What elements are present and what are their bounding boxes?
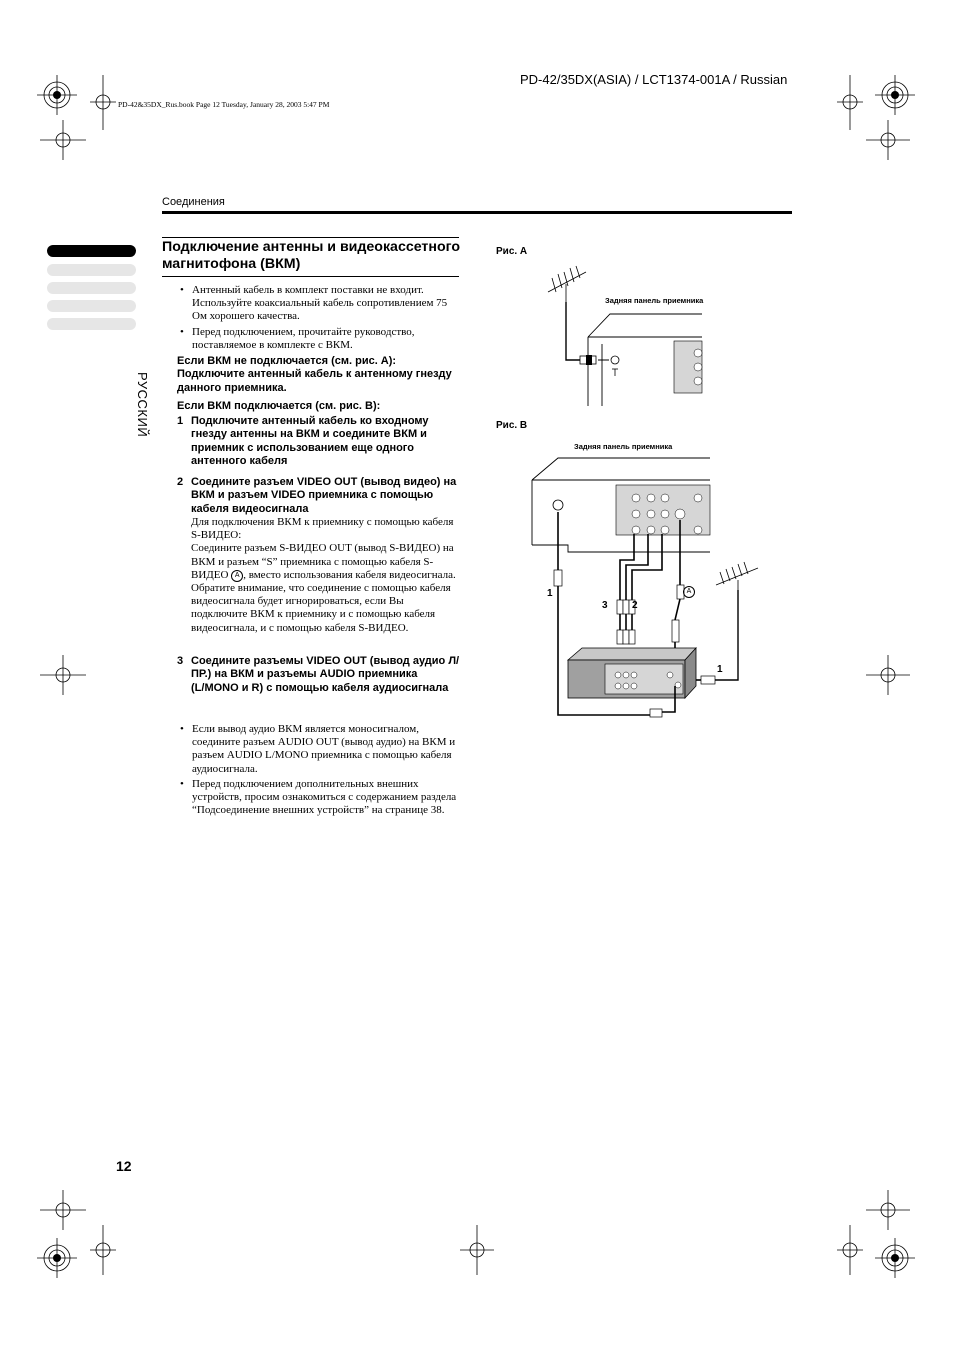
rca-jack-icon — [694, 526, 702, 534]
rca-jack-icon — [661, 494, 669, 502]
no-vcr-heading: Если ВКМ не подключается (см. рис. A): — [177, 355, 397, 367]
step-body-line — [191, 542, 462, 582]
model-code: PD-42/35DX(ASIA) / LCT1374-001A / Russian — [520, 72, 788, 87]
step-body-line: Обратите внимание, что соединение с помощью кабеля видеосигнала будет игнорироваться, если Вы подключите ВКМ к приемнику и с помощью кабеля видеосигнала, и с помощью кабеля S-ВИДЕО. — [191, 581, 451, 634]
coax-plug — [650, 709, 662, 717]
antenna-input-jack-icon — [611, 356, 619, 364]
marker-a-icon: A — [683, 586, 695, 598]
step-number: 1 — [177, 415, 184, 427]
page-number: 12 — [116, 1158, 132, 1174]
book-info-line: PD-42&35DX_Rus.book Page 12 Tuesday, January 28, 2003 5:47 PM — [118, 100, 330, 109]
list-item: • Перед подключением дополнительных внешних устройств, просим ознакомиться с содержанием раздела “Подсоединение внешних устройств” на странице 38. — [178, 778, 463, 818]
list-item: • Перед подключением, прочитайте руководство, поставляемое в комплекте с ВКМ. — [178, 326, 463, 352]
title-rule-bottom — [162, 276, 459, 277]
section-rule — [162, 211, 792, 214]
rca-jack-icon — [632, 494, 640, 502]
rca-jack-icon — [632, 526, 640, 534]
callout-a — [683, 581, 695, 599]
step-2 — [177, 476, 462, 635]
list-item: • Антенный кабель в комплект поставки не входит. Используйте коаксиальный кабель сопротивлением 75 Ом хорошего качества. — [178, 284, 463, 324]
side-tab — [47, 300, 136, 312]
step-body-text: , вместо использования кабеля видеосигнала. — [243, 568, 456, 581]
side-tab — [47, 318, 136, 330]
rca-jack-icon — [647, 494, 655, 502]
step-body-text: Соедините разъем S-ВИДЕО OUT (вывод S-ВИДЕО) на ВКМ и разъем “S” приемника с помощью кабеля S-ВИДЕО — [191, 542, 454, 581]
side-tab-active — [47, 245, 136, 257]
step-heading: Соедините разъемы VIDEO OUT (вывод аудио Л/ПР.) на ВКМ и разъемы AUDIO приемника (L/MONO и R) с помощью кабеля аудиосигнала — [191, 655, 460, 694]
rca-jack-icon — [694, 363, 702, 371]
title-rule-top — [162, 237, 459, 238]
antenna-icon — [548, 266, 586, 302]
marker-a-icon: A — [231, 570, 243, 582]
figure-b-diagram — [520, 450, 760, 720]
figure-b-caption: Задняя панель приемника — [574, 442, 673, 451]
step-heading: Подключите антенный кабель ко входному гнезду антенны на ВКМ и соедините ВКМ и приемник с использованием еще одного антенного кабеля — [191, 415, 429, 467]
step-number: 2 — [177, 476, 184, 488]
figure-b-label: Рис. B — [496, 420, 528, 431]
figure-a-caption: Задняя панель приемника — [605, 296, 704, 305]
no-vcr-instructions — [177, 355, 462, 395]
antenna-cable — [566, 302, 580, 360]
side-tab — [47, 264, 136, 276]
antenna-symbol-icon — [612, 369, 618, 376]
section-label: Соединения — [162, 196, 225, 208]
rca-jack-icon — [647, 526, 655, 534]
list-item: • Если вывод аудио ВКМ является моносигналом, соедините разъем AUDIO OUT (вывод аудио) на ВКМ и разъем AUDIO L/MONO приемника с помощью кабеля аудиосигнала. — [178, 723, 463, 776]
step-heading: Соедините разъем VIDEO OUT (вывод видео) на ВКМ и разъем VIDEO приемника с помощью кабеля видеосигнала — [191, 476, 457, 515]
antenna-icon — [716, 562, 758, 592]
page-title: Подключение антенны и видеокассетного магнитофона (ВКМ) — [162, 239, 461, 272]
no-vcr-text: Подключите антенный кабель к антенному гнезду данного приемника. — [177, 368, 452, 394]
s-video-jack-icon — [675, 509, 685, 519]
rca-jack-icon — [661, 526, 669, 534]
rca-jack-icon — [694, 349, 702, 357]
figure-a-label: Рис. A — [496, 246, 528, 257]
side-tab — [47, 282, 136, 294]
notes-bullet-list — [178, 723, 463, 819]
coax-plug — [701, 676, 715, 684]
step-3 — [177, 655, 462, 695]
callout-2: 2 — [632, 600, 638, 611]
rca-jack-icon — [661, 510, 669, 518]
with-vcr-heading: Если ВКМ подключается (см. рис. B): — [177, 400, 381, 412]
callout-3: 3 — [602, 600, 608, 611]
cable-plugs — [554, 570, 684, 644]
rca-jack-icon — [694, 494, 702, 502]
vcr-icon — [568, 648, 696, 698]
antenna-input-jack-icon — [553, 500, 563, 510]
intro-bullet-list — [178, 284, 463, 354]
step-number: 3 — [177, 655, 184, 667]
step-1 — [177, 415, 462, 468]
side-language-label: РУССКИЙ — [135, 372, 150, 438]
step-body — [191, 516, 462, 635]
callout-1: 1 — [547, 588, 553, 599]
step-body-line: Для подключения ВКМ к приемнику с помощью кабеля S-ВИДЕО: — [191, 515, 454, 542]
callout-1: 1 — [717, 664, 723, 675]
figure-a-diagram — [540, 262, 760, 412]
rca-jack-icon — [694, 377, 702, 385]
coax-plug-nut — [586, 355, 592, 365]
rca-jack-icon — [647, 510, 655, 518]
rca-jack-icon — [632, 510, 640, 518]
